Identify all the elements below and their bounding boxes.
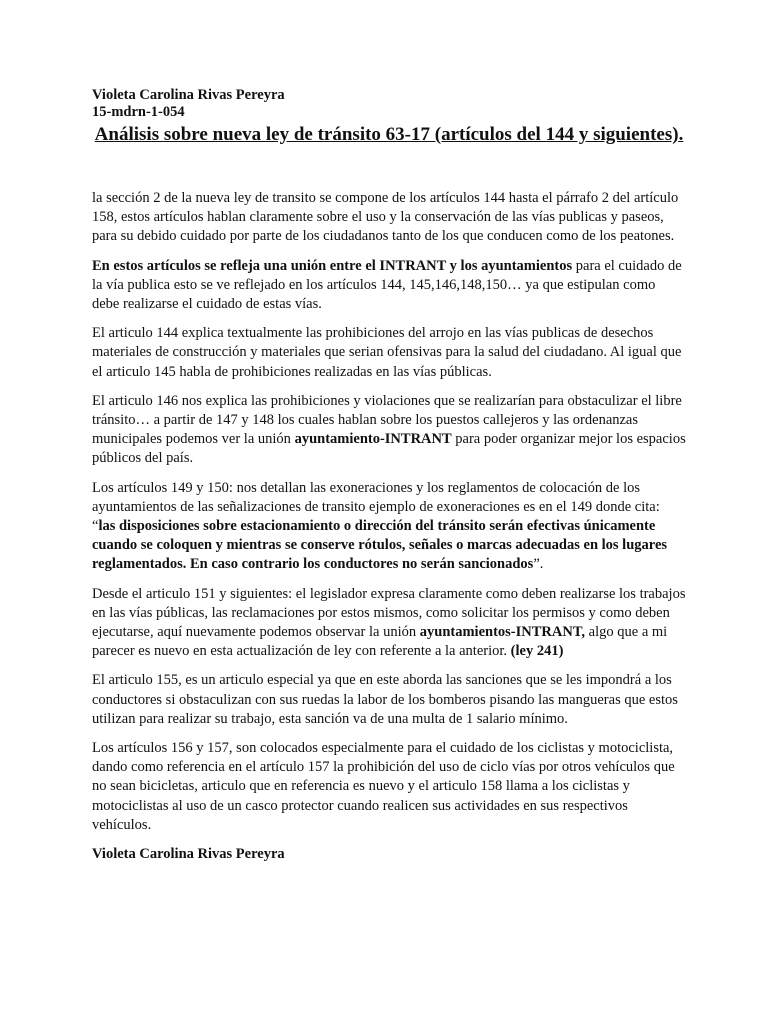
paragraph-6 — [92, 585, 686, 662]
paragraph-5 — [92, 479, 686, 575]
paragraph-4 — [92, 392, 686, 469]
paragraph-text: Los artículos 156 y 157, son colocados especialmente para el cuidado de los ciclistas y motociclista, dando como referencia en el artículo 157 la prohibición del uso de ciclo vías por otros vehículos que no sean bicicletas, articulo que en referencia es nuevo y el articulo 158 llama a los ciclistas y motociclistas al uso de un casco protector cuando realicen sus actividades en sus respectivos vehículos. — [92, 740, 675, 833]
quoted-article-text: las disposiciones sobre estacionamiento o dirección del tránsito serán efectivas únicamente cuando se coloquen y mientras se conserve rótulos, señales o marcas adecuadas en los lugares reglamentados. En caso contrario los conductores no serán sancionados — [92, 518, 668, 573]
paragraph-text: Los artículos 149 y 150: nos detallan las exoneraciones y los reglamentos de colocación de los ayuntamientos de las señalizaciones de transito ejemplo de exoneraciones es en el 149 donde cita: “ — [92, 479, 660, 535]
paragraph-text: algo que a mi parecer es nuevo en esta actualización de ley con referente a la anterior. — [92, 624, 668, 660]
document-page — [92, 87, 686, 864]
paragraph-text: ”. — [533, 556, 544, 573]
law-reference: (ley 241) — [510, 643, 564, 660]
paragraph-text: El articulo 146 nos explica las prohibiciones y violaciones que se realizarían para obstaculizar el libre tránsito… a partir de 147 y 148 los cuales hablan sobre los puestos callejeros y las ordenanzas municipales podemos ver la unión — [92, 392, 682, 448]
paragraph-text: para el cuidado de la vía publica esto se ve reflejado en los artículos 144, 145,146,148,150… ya que estipulan como debe realizarse el cuidado de estas vías. — [92, 257, 682, 313]
paragraph-bold-text: En estos artículos se refleja una unión entre el INTRANT y los ayuntamientos — [92, 257, 573, 274]
paragraph-1 — [92, 189, 686, 247]
paragraph-text: Desde el articulo 151 y siguientes: el legislador expresa claramente como deben realizarse los trabajos en las vías públicas, las reclamaciones por estos mismos, como solicitar los permisos y como deben ejecutarse, aquí nuevamente podemos observar la unión — [92, 585, 686, 641]
paragraph-bold-text: ayuntamientos-INTRANT, — [419, 624, 586, 641]
paragraph-text: El articulo 155, es un articulo especial ya que en este aborda las sanciones que se les impondrá a los conductores si obstaculizan con sus ruedas la labor de los bomberos pisando las mangueras que estos utilizan para realizar su trabajo, esta sanción va de una multa de 1 salario mínimo. — [92, 672, 678, 727]
paragraph-text: El articulo 144 explica textualmente las prohibiciones del arrojo en las vías publicas de desechos materiales de construcción y materiales que serian ofensivas para la salud del ciudadano. Al igual que el articulo 145 habla de prohibiciones realizadas en las vías públicas. — [92, 325, 682, 380]
student-id: 15-mdrn-1-054 — [92, 104, 185, 120]
paragraph-8 — [92, 739, 686, 835]
paragraph-text: la sección 2 de la nueva ley de transito se compone de los artículos 144 hasta el párrafo 2 del artículo 158, estos artículos hablan claramente sobre el uso y la conservación de las vías publicas y paseos, para su debido cuidado por parte de los ciudadanos tanto de los que conducen como de los peatones. — [92, 190, 679, 245]
paragraph-7 — [92, 671, 686, 729]
paragraph-bold-text: ayuntamiento-INTRANT — [294, 431, 452, 448]
author-name: Violeta Carolina Rivas Pereyra — [92, 87, 285, 103]
paragraph-2 — [92, 257, 686, 315]
document-title: Análisis sobre nueva ley de tránsito 63-17 (artículos del 144 y siguientes). — [94, 124, 684, 145]
document-body — [92, 189, 686, 835]
signature: Violeta Carolina Rivas Pereyra — [92, 846, 285, 863]
paragraph-3 — [92, 324, 686, 382]
paragraph-text: para poder organizar mejor los espacios públicos del país. — [92, 431, 686, 467]
